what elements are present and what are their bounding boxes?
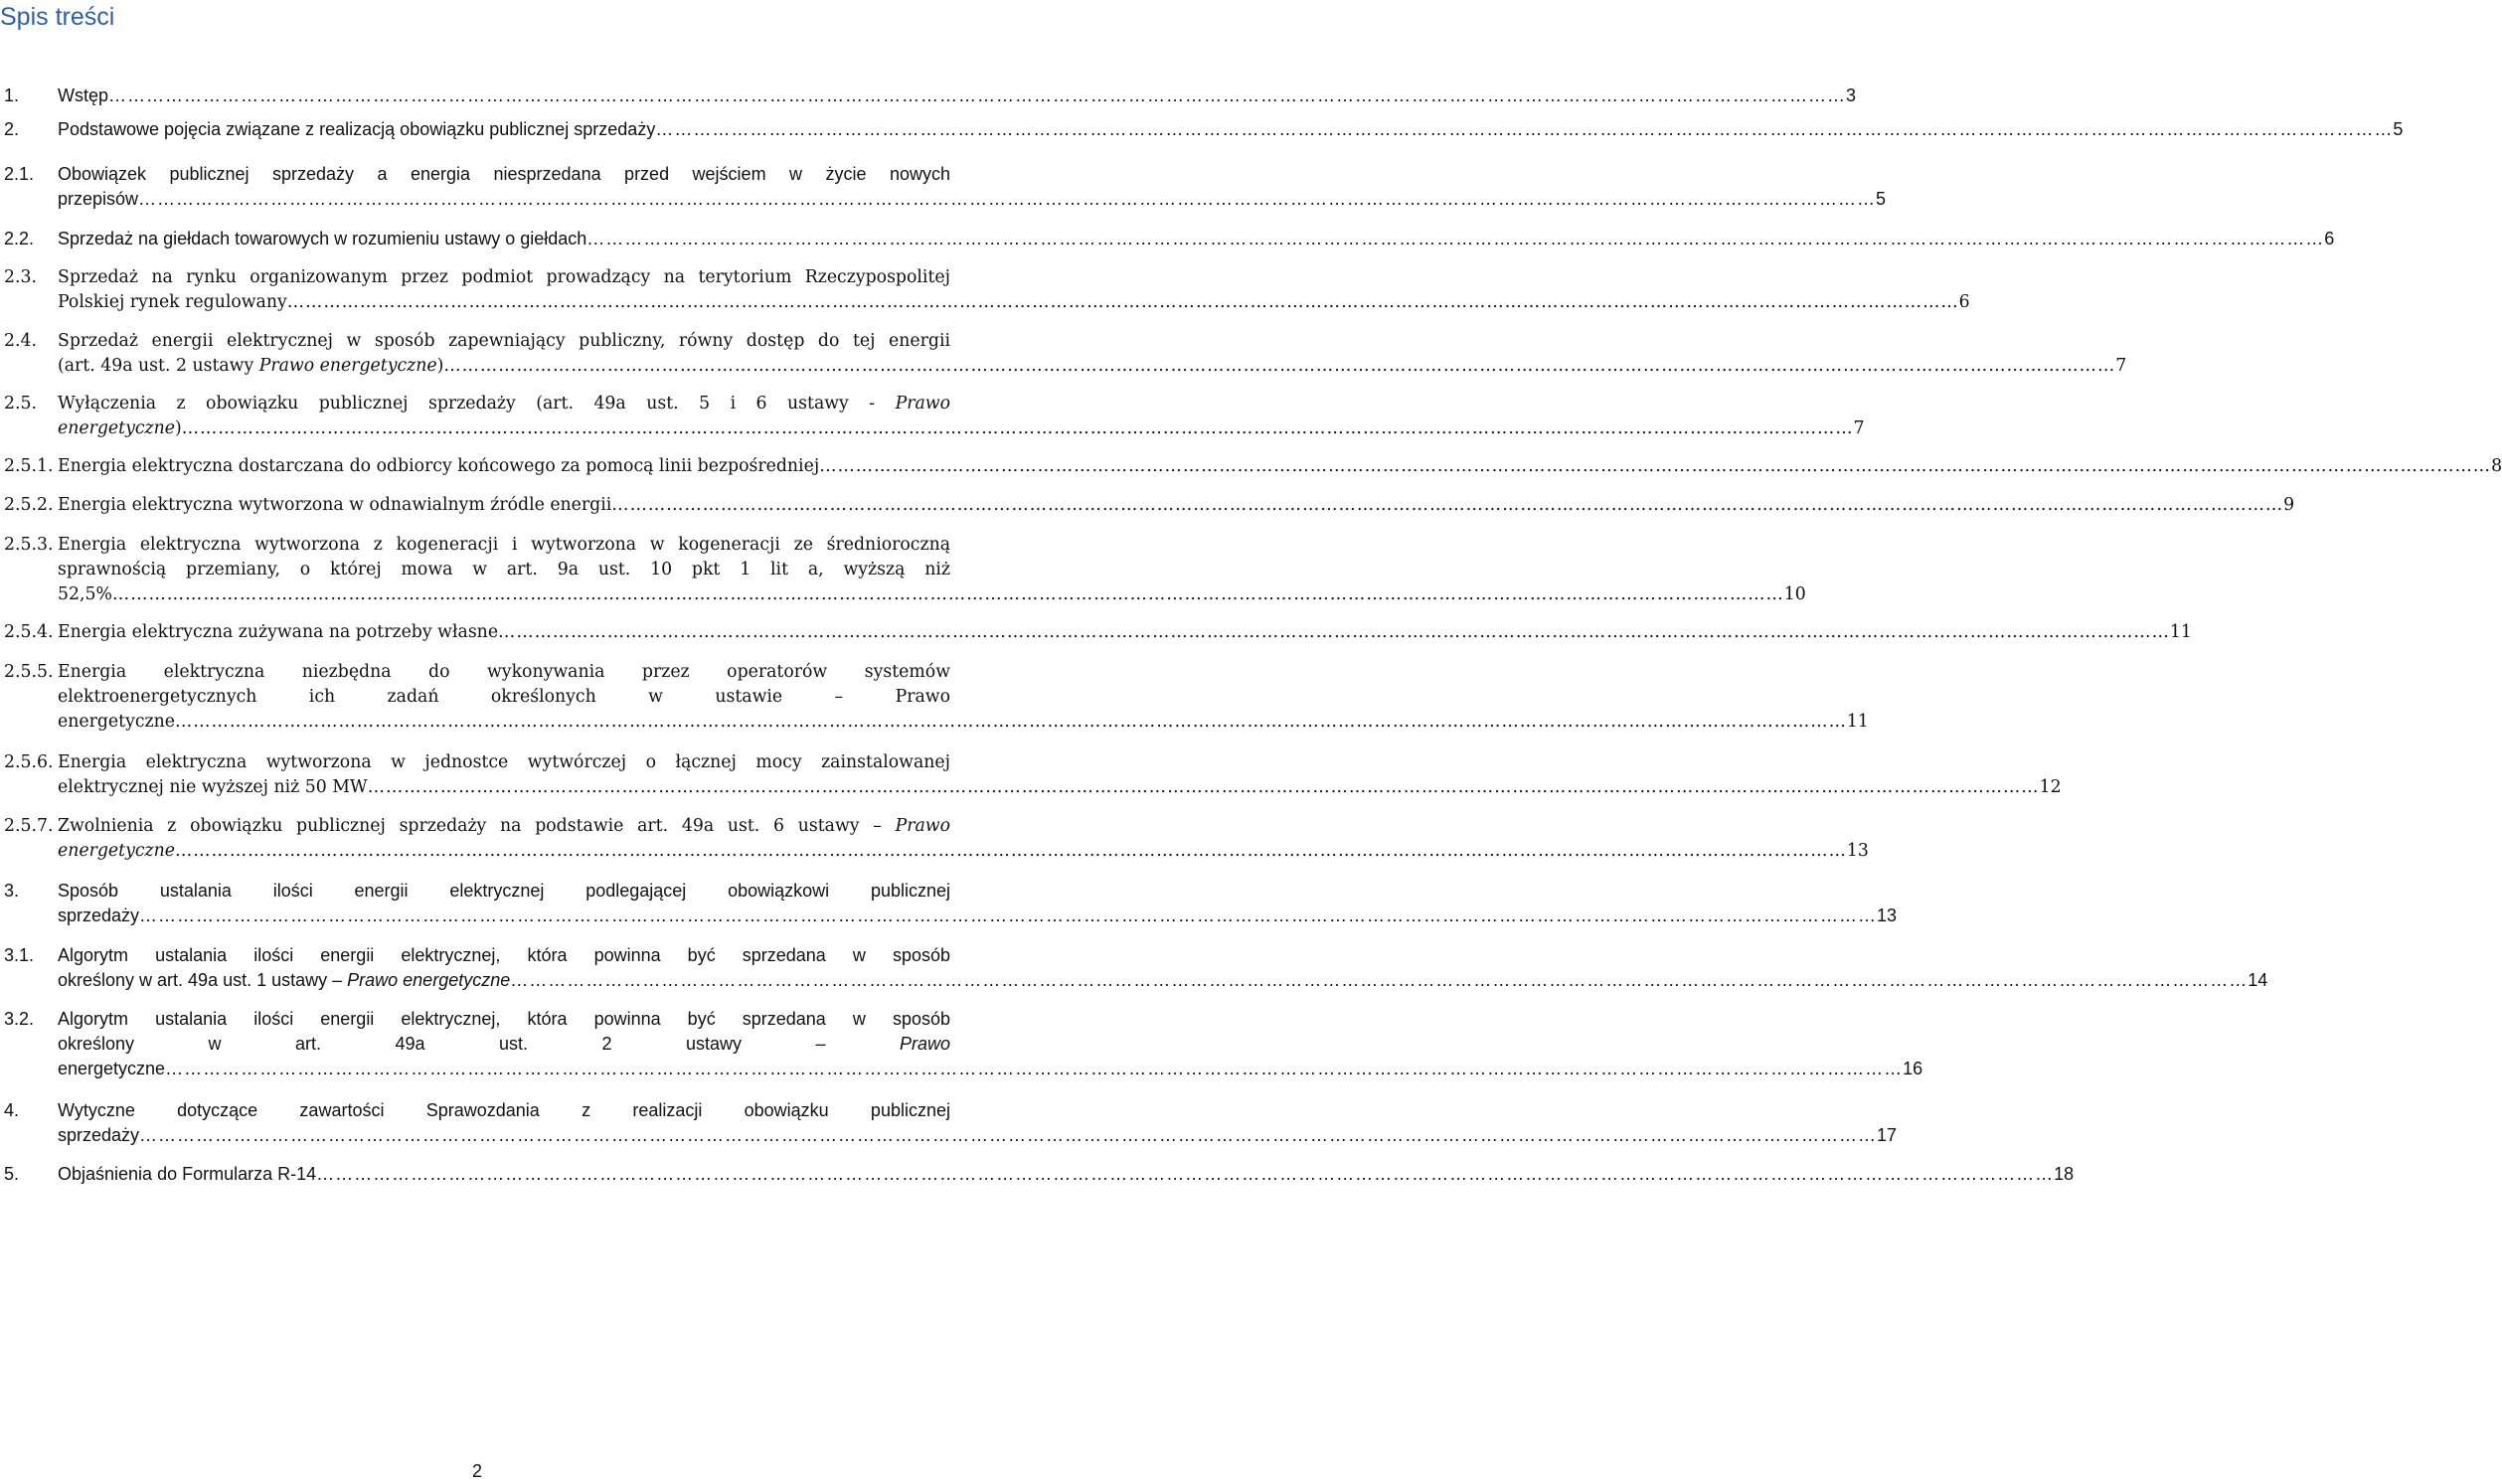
toc-page-number[interactable]: 7 xyxy=(1853,418,1865,438)
toc-entry-line xyxy=(58,354,2127,379)
toc-entry-line-text: Sposób ustalania ilości energii elektrycznej podlegającej obowiązkowi publicznej xyxy=(58,881,950,901)
toc-entry-line-text: Wytyczne dotyczące zawartości Sprawozdania z realizacji obowiązku publicznej xyxy=(58,1100,950,1120)
toc-page-number[interactable]: 5 xyxy=(2393,119,2404,139)
toc-entry-line-text xyxy=(58,1123,139,1148)
toc-entry-text xyxy=(58,265,1970,315)
toc-entry-line-text: elektroenergetycznych ich zadań określonych w ustawie – Prawo xyxy=(58,687,950,707)
toc-entry-text xyxy=(58,533,1806,607)
toc-entry-plain: przepisów xyxy=(58,189,139,209)
toc-page-number[interactable]: 14 xyxy=(2248,970,2268,990)
toc-entry-line-text xyxy=(58,290,287,315)
toc-entry-plain: Energia elektryczna wytworzona w odnawialnym źródle energii xyxy=(58,495,612,515)
toc-entry-line xyxy=(58,620,2192,645)
toc-entry-number: 3.1. xyxy=(4,945,35,965)
leader-dots: …………………………………………………………………………………………………………………………………………………………………………………………………………………………………………………… xyxy=(510,970,2249,990)
toc-entry-plain: Wstęp xyxy=(58,85,109,105)
toc-page-number[interactable]: 13 xyxy=(1877,906,1898,925)
toc-entry-plain: sprzedaży xyxy=(58,906,140,925)
toc-entry-text xyxy=(58,814,1869,864)
toc-entry-line-text xyxy=(58,839,175,864)
toc-entry[interactable] xyxy=(4,943,2268,993)
toc-entry-plain: energetyczne xyxy=(58,1059,166,1078)
toc-entry-italic: Prawo energetyczne xyxy=(258,356,437,376)
toc-entry-line xyxy=(58,750,950,775)
toc-entry-line-text xyxy=(58,227,586,251)
toc-entry-text xyxy=(58,493,2295,518)
toc-entry-line-text xyxy=(58,775,368,800)
toc-entry-tail: ) xyxy=(174,418,182,438)
toc-entry-line xyxy=(58,839,1869,864)
toc-entry-line xyxy=(58,117,2404,142)
toc-entry-line xyxy=(58,265,950,290)
toc-entry-line xyxy=(58,582,1806,607)
leader-dots: …………………………………………………………………………………………………………………………………………………………………………………………………………………………………………………… xyxy=(174,712,1847,732)
page-title: Spis treści xyxy=(0,3,115,31)
toc-entry[interactable] xyxy=(4,493,2295,518)
toc-entry-line-text: Sprzedaż na rynku organizowanym przez podmiot prowadzący na terytorium Rzeczypospolitej xyxy=(58,267,950,287)
toc-entry-line xyxy=(58,1098,950,1123)
toc-entry-line xyxy=(58,660,950,685)
toc-entry[interactable] xyxy=(4,814,1869,864)
leader-dots: …………………………………………………………………………………………………………………………………………………………………………………………………………………………………………………… xyxy=(139,1125,1878,1145)
leader-dots: …………………………………………………………………………………………………………………………………………………………………………………………………………………………………………………… xyxy=(111,584,1784,604)
toc-entry[interactable] xyxy=(4,454,2502,479)
toc-entry-line xyxy=(58,329,950,354)
toc-entry-number: 2.5.4. xyxy=(4,622,54,642)
leader-dots: …………………………………………………………………………………………………………………………………………………………………………………………………………………………………………………… xyxy=(181,418,1854,438)
toc-entry-number: 2.4. xyxy=(4,331,37,351)
toc-entry[interactable] xyxy=(4,533,1806,607)
leader-dots: …………………………………………………………………………………………………………………………………………………………………………………………………………………………………………………… xyxy=(611,495,2284,515)
toc-entry[interactable] xyxy=(4,1007,1923,1081)
toc-entry-text xyxy=(58,660,1869,735)
toc-entry-plain: określony w art. 49a ust. 1 ustawy – xyxy=(58,970,348,990)
toc-entry-line xyxy=(58,968,2268,993)
toc-entry-line xyxy=(58,814,950,839)
toc-entry-line xyxy=(58,879,950,904)
toc-entry-text xyxy=(58,83,1857,108)
toc-entry-italic: Prawo xyxy=(895,816,950,836)
toc-entry-number: 2.2. xyxy=(4,229,35,248)
toc-entry-number: 2.5.1. xyxy=(4,456,54,476)
toc-entry[interactable] xyxy=(4,83,1857,108)
page-number: 2 xyxy=(471,1461,482,1481)
toc-entry-italic: energetyczne xyxy=(58,418,175,438)
toc-entry-line-text xyxy=(58,1057,165,1081)
toc-entry-plain: sprzedaży xyxy=(58,1125,140,1145)
toc-entry-line xyxy=(58,710,1869,735)
toc-entry-number: 2.5.2. xyxy=(4,495,54,515)
toc-page-number[interactable]: 13 xyxy=(1846,841,1869,861)
toc-entry-number: 5. xyxy=(4,1164,20,1184)
toc-entry-number: 2. xyxy=(4,119,20,139)
toc-entry-line xyxy=(58,1123,1898,1148)
toc-entry-line-text xyxy=(58,454,819,479)
toc-entry-line-text: Wyłączenia z obowiązku publicznej sprzedaży (art. 49a ust. 5 i 6 ustawy - xyxy=(58,394,896,413)
toc-entry-plain: elektrycznej nie wyższej niż 50 MW xyxy=(58,777,368,797)
toc-entry[interactable] xyxy=(4,1098,1898,1148)
toc-entry-text xyxy=(58,227,2335,251)
toc-page-number[interactable]: 7 xyxy=(2115,356,2127,376)
toc-entry-text xyxy=(58,1007,1923,1081)
toc-entry-number: 1. xyxy=(4,85,20,105)
leader-dots: …………………………………………………………………………………………………………………………………………………………………………………………………………………………………………………… xyxy=(655,119,2394,139)
toc-entry-line-text xyxy=(58,187,138,212)
toc-entry-text xyxy=(58,454,2502,479)
leader-dots: …………………………………………………………………………………………………………………………………………………………………………………………………………………………………………………… xyxy=(367,777,2040,797)
toc-page-number[interactable]: 5 xyxy=(1876,189,1887,209)
toc-entry-plain: Polskiej rynek regulowany xyxy=(58,292,287,312)
toc-entry-italic: Prawo xyxy=(899,1034,950,1054)
leader-dots: …………………………………………………………………………………………………………………………………………………………………………………………………………………………………………………… xyxy=(165,1059,1904,1078)
toc-page-number[interactable]: 6 xyxy=(2324,229,2335,248)
toc-entry-line-text xyxy=(58,1162,316,1187)
toc-entry-line-text: Energia elektryczna niezbędna do wykonywania przez operatorów systemów xyxy=(58,662,950,682)
toc-entry[interactable] xyxy=(4,265,1970,315)
leader-dots: …………………………………………………………………………………………………………………………………………………………………………………………………………………………………………………… xyxy=(174,841,1847,861)
toc-entry-line-text xyxy=(58,416,182,441)
toc-entry[interactable] xyxy=(4,162,1887,212)
leader-dots: …………………………………………………………………………………………………………………………………………………………………………………………………………………………………………………… xyxy=(498,622,2170,642)
leader-dots: …………………………………………………………………………………………………………………………………………………………………………………………………………………………………………………… xyxy=(316,1164,2055,1184)
toc-entry-number: 3.2. xyxy=(4,1009,35,1029)
toc-entry[interactable] xyxy=(4,227,2335,251)
toc-entry[interactable] xyxy=(4,329,2127,379)
toc-page-number[interactable]: 11 xyxy=(1846,712,1869,732)
toc-entry-number: 2.5.6. xyxy=(4,752,54,772)
toc-entry-number: 2.5.5. xyxy=(4,662,54,682)
toc-entry-italic: Prawo xyxy=(895,394,950,413)
toc-entry-text xyxy=(58,750,2062,800)
toc-entry-line-text: Sprzedaż energii elektrycznej w sposób zapewniający publiczny, równy dostęp do tej energii xyxy=(58,331,950,351)
leader-dots: …………………………………………………………………………………………………………………………………………………………………………………………………………………………………………………… xyxy=(819,456,2492,476)
toc-entry-line xyxy=(58,290,1970,315)
toc-entry-plain: Objaśnienia do Formularza R-14 xyxy=(58,1164,317,1184)
toc-entry-number: 3. xyxy=(4,881,20,901)
toc-entry-line-text: Obowiązek publicznej sprzedaży a energia niesprzedana przed wejściem w życie nowych xyxy=(58,164,950,184)
toc-page-number[interactable]: 6 xyxy=(1958,292,1970,312)
toc-entry-text xyxy=(58,1098,1898,1148)
toc-page-number[interactable]: 11 xyxy=(2169,622,2192,642)
toc-entry-italic: energetyczne xyxy=(58,841,175,861)
toc-entry-line xyxy=(58,416,1865,441)
toc-entry-plain: Energia elektryczna zużywana na potrzeby własne xyxy=(58,622,499,642)
toc-entry-line xyxy=(58,187,1887,212)
toc-entry-line-text: sprawnością przemiany, o której mowa w art. 9a ust. 10 pkt 1 lit a, wyższą niż xyxy=(58,560,950,579)
toc-entry-line-holder xyxy=(58,814,950,839)
toc-entry-line xyxy=(58,392,950,416)
toc-entry-plain: energetyczne xyxy=(58,712,175,732)
toc-page-number[interactable]: 17 xyxy=(1877,1125,1898,1145)
leader-dots: …………………………………………………………………………………………………………………………………………………………………………………………………………………………………………………… xyxy=(443,356,2116,376)
toc-page-number[interactable]: 10 xyxy=(1783,584,1806,604)
toc-entry-line xyxy=(58,533,950,558)
toc-entry-line xyxy=(58,1007,950,1032)
toc-entry-text xyxy=(58,162,1887,212)
toc-entry[interactable] xyxy=(4,392,1865,441)
toc-entry[interactable] xyxy=(4,750,2062,800)
toc-entry-number: 2.3. xyxy=(4,267,37,287)
toc-entry-line-text xyxy=(58,620,498,645)
toc-entry-plain: (art. 49a ust. 2 ustawy xyxy=(58,356,259,376)
toc-entry-number: 2.5. xyxy=(4,394,37,413)
toc-entry-plain: Podstawowe pojęcia związane z realizacją obowiązku publicznej sprzedaży xyxy=(58,119,656,139)
toc-entry-line-text xyxy=(58,968,510,993)
toc-entry-line xyxy=(58,558,950,582)
toc-entry-line-text xyxy=(58,493,611,518)
leader-dots: …………………………………………………………………………………………………………………………………………………………………………………………………………………………………………………… xyxy=(586,229,2325,248)
toc-page-number[interactable]: 9 xyxy=(2283,495,2295,515)
toc-entry[interactable] xyxy=(4,117,2404,142)
toc-entry-line xyxy=(58,775,2062,800)
toc-entry-line xyxy=(58,1162,2075,1187)
toc-entry-line-text: Energia elektryczna wytworzona w jednostce wytwórczej o łącznej mocy zainstalowanej xyxy=(58,752,950,772)
toc-entry-line-holder xyxy=(58,1032,950,1057)
toc-entry-line xyxy=(58,493,2295,518)
toc-entry-line-holder xyxy=(58,392,950,416)
toc-entry-text xyxy=(58,117,2404,142)
toc-entry-text xyxy=(58,620,2192,645)
toc-entry-text xyxy=(58,392,1865,441)
toc-entry-line-text xyxy=(58,83,108,108)
toc-entry-line-text: określony w art. 49a ust. 2 ustawy – xyxy=(58,1034,900,1054)
toc-entry-line-text: Energia elektryczna wytworzona z kogeneracji i wytworzona w kogeneracji ze średnioroczną xyxy=(58,535,950,555)
toc-entry-line xyxy=(58,83,1857,108)
toc-entry-line xyxy=(58,685,950,710)
toc-entry-line-text xyxy=(58,904,139,928)
toc-entry-plain: 52,5% xyxy=(58,584,112,604)
leader-dots: …………………………………………………………………………………………………………………………………………………………………………………………………………………………………………………… xyxy=(138,189,1877,209)
toc-entry-line xyxy=(58,162,950,187)
toc-entry-line xyxy=(58,1032,950,1057)
toc-entry[interactable] xyxy=(4,879,1898,928)
toc-entry-number: 2.1. xyxy=(4,164,35,184)
toc-page-number[interactable]: 12 xyxy=(2039,777,2062,797)
toc-entry-line xyxy=(58,454,2502,479)
toc-entry-number: 4. xyxy=(4,1100,20,1120)
toc-entry-line xyxy=(58,227,2335,251)
leader-dots: …………………………………………………………………………………………………………………………………………………………………………………………………………………………………………………… xyxy=(108,85,1847,105)
toc-page-number[interactable]: 3 xyxy=(1846,85,1857,105)
toc-entry-line xyxy=(58,1057,1923,1081)
leader-dots: …………………………………………………………………………………………………………………………………………………………………………………………………………………………………………………… xyxy=(139,906,1878,925)
toc-entry-line-text: Zwolnienia z obowiązku publicznej sprzedaży na podstawie art. 49a ust. 6 ustawy – xyxy=(58,816,896,836)
toc-entry-italic: Prawo energetyczne xyxy=(347,970,511,990)
toc-entry-text xyxy=(58,943,2268,993)
toc-entry-text xyxy=(58,329,2127,379)
toc-entry-line-text xyxy=(58,710,175,735)
toc-entry[interactable] xyxy=(4,620,2192,645)
toc-entry-line-text: Algorytm ustalania ilości energii elektrycznej, która powinna być sprzedana w sposób xyxy=(58,945,950,965)
toc-page-number[interactable]: 18 xyxy=(2054,1164,2075,1184)
toc-page-number[interactable]: 16 xyxy=(1903,1059,1923,1078)
toc-entry-line-text xyxy=(58,582,112,607)
toc-entry[interactable] xyxy=(4,1162,2075,1187)
toc-entry-plain: Energia elektryczna dostarczana do odbiorcy końcowego za pomocą linii bezpośredniej xyxy=(58,456,820,476)
leader-dots: …………………………………………………………………………………………………………………………………………………………………………………………………………………………………………………… xyxy=(286,292,1959,312)
toc-page-number[interactable]: 8 xyxy=(2491,456,2502,476)
toc-entry-line-text: Algorytm ustalania ilości energii elektrycznej, która powinna być sprzedana w sposób xyxy=(58,1009,950,1029)
toc-entry-line-text xyxy=(58,354,443,379)
toc-entry-text xyxy=(58,1162,2075,1187)
toc-entry-number: 2.5.7. xyxy=(4,816,54,836)
toc-entry-line xyxy=(58,943,950,968)
toc-entry-tail: ) xyxy=(436,356,444,376)
toc-entry-text xyxy=(58,879,1898,928)
toc-entry-line xyxy=(58,904,1898,928)
toc-entry-number: 2.5.3. xyxy=(4,535,54,555)
toc-entry-line-text xyxy=(58,117,655,142)
toc-entry[interactable] xyxy=(4,660,1869,735)
toc-entry-plain: Sprzedaż na giełdach towarowych w rozumieniu ustawy o giełdach xyxy=(58,229,587,248)
